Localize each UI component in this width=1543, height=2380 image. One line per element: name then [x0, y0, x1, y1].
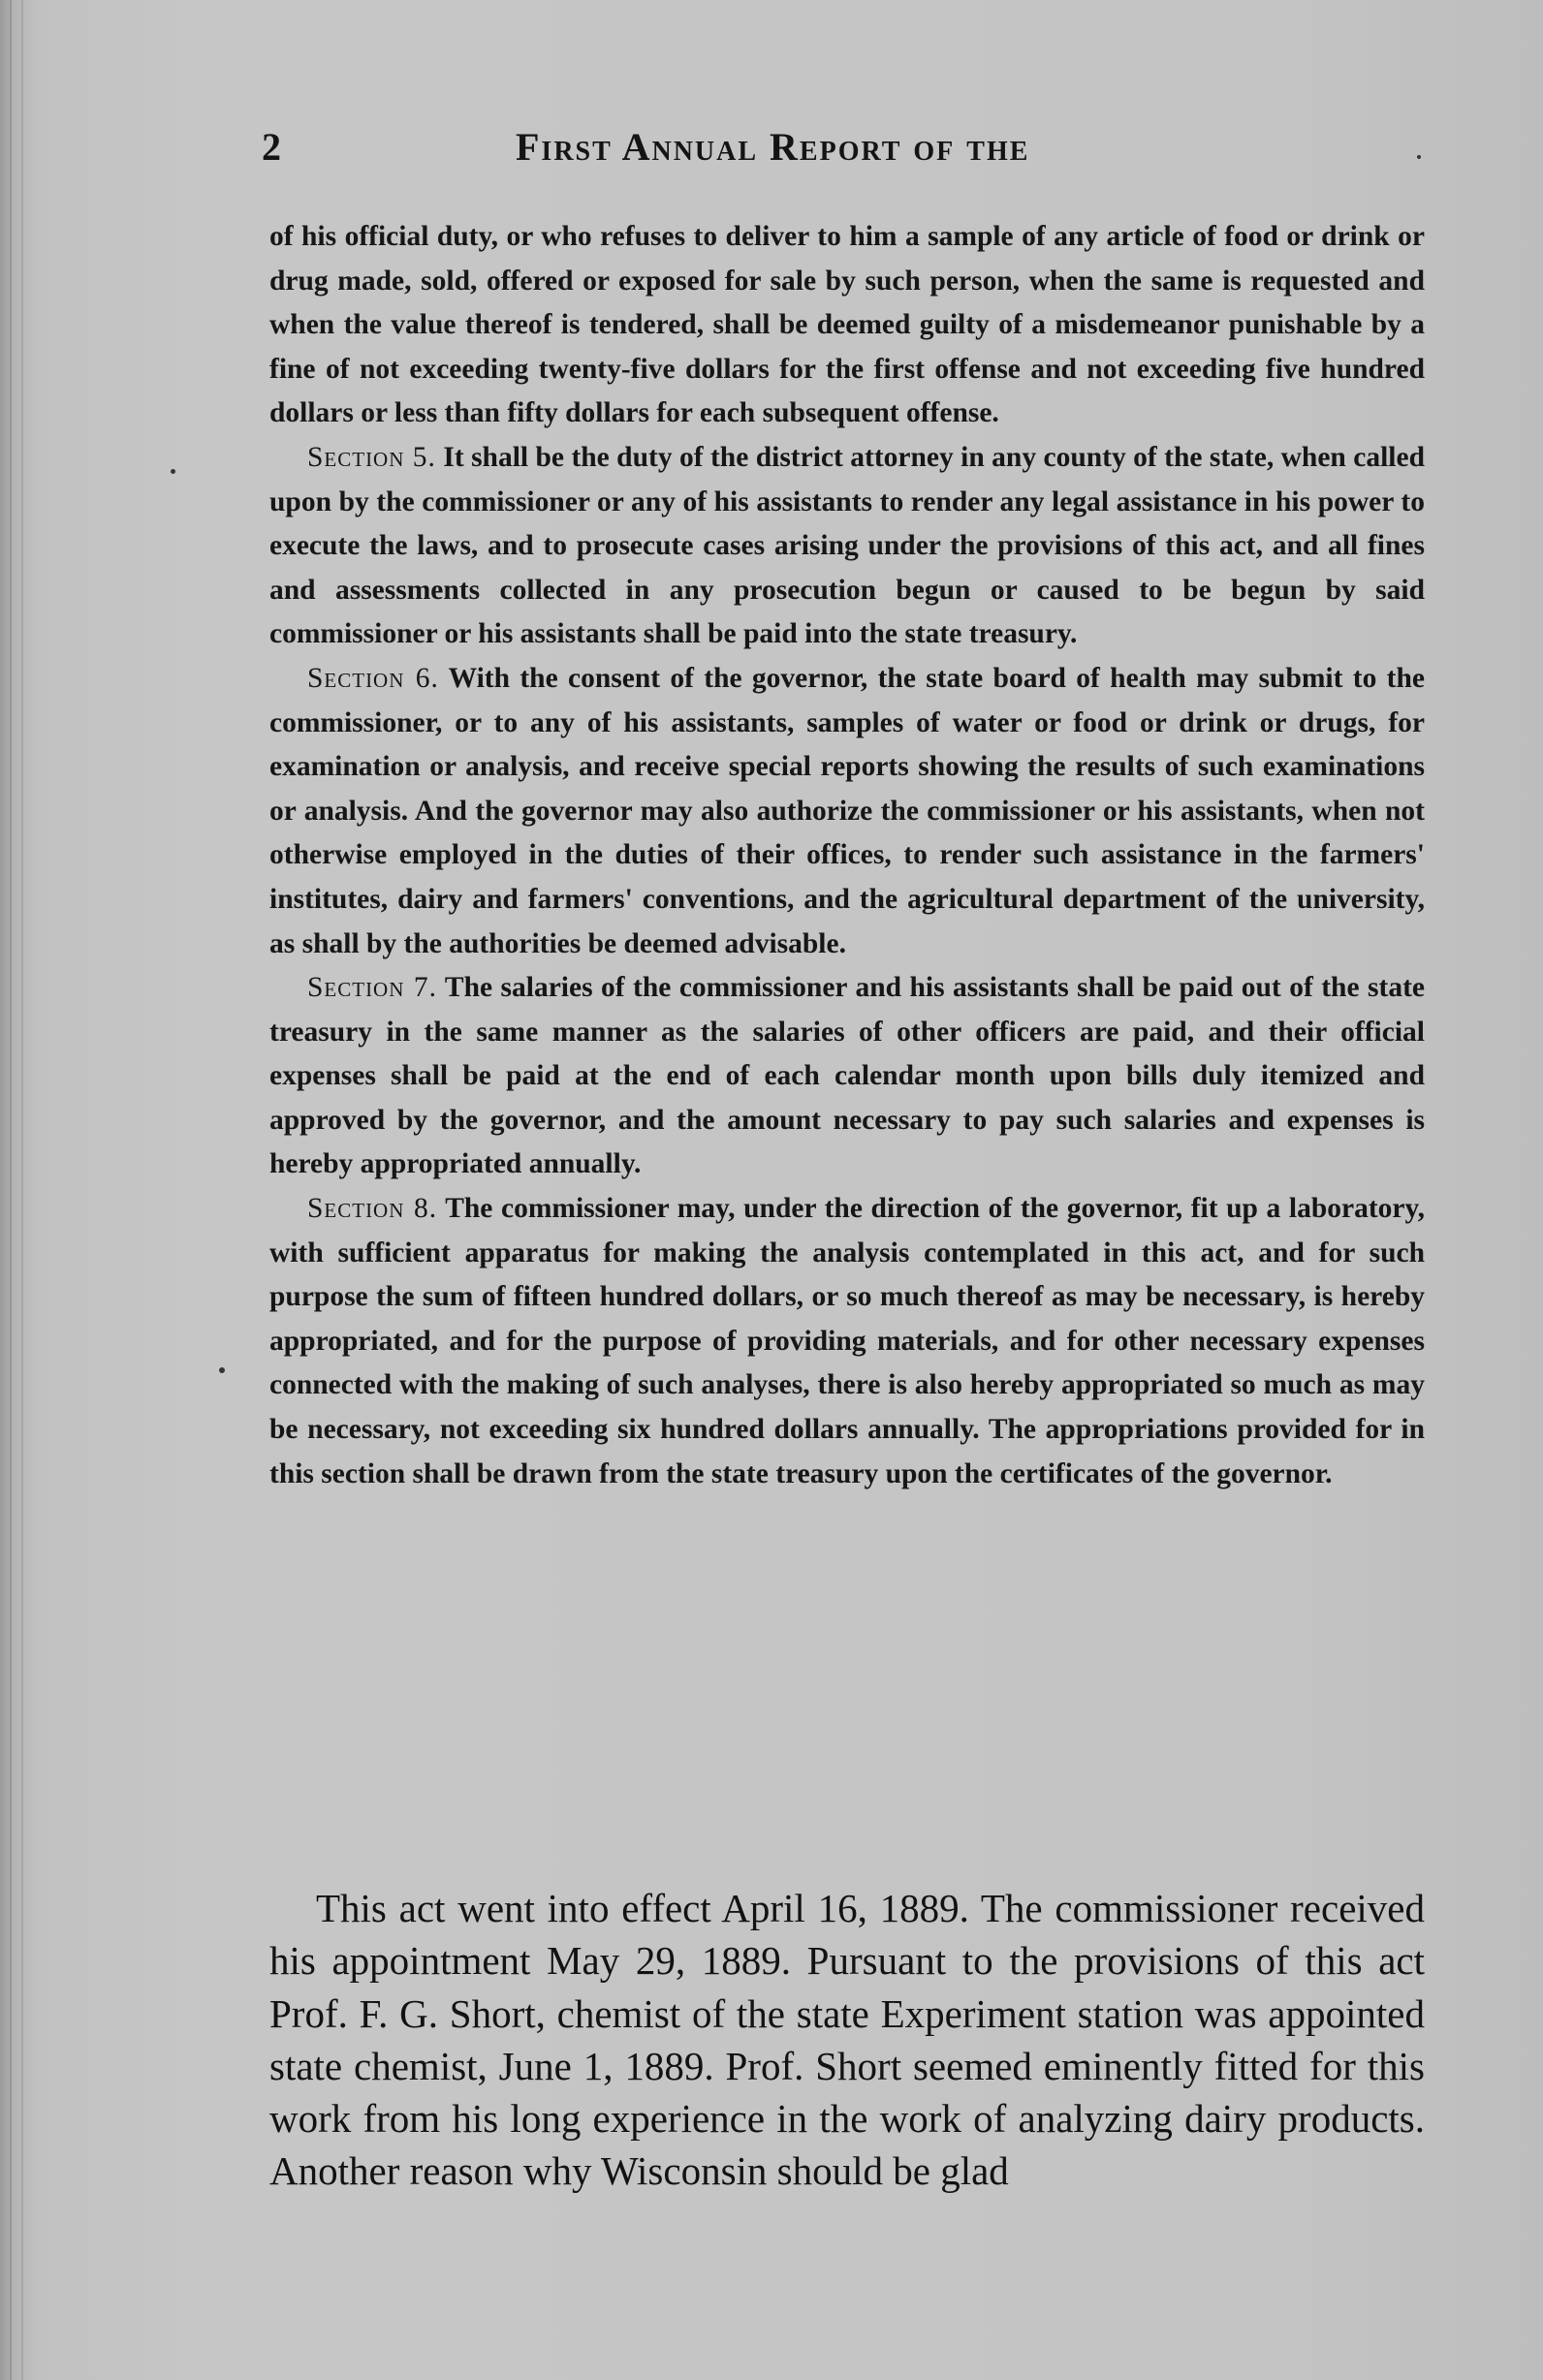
- section-6-paragraph: [269, 657, 1425, 966]
- section-label: Section 7.: [307, 972, 437, 1004]
- section-body: The salaries of the commissioner and his assistants shall be paid out of the state treasury in the same manner as the salaries of other officers are paid, and their official expenses shall be paid at the end of each calendar month upon bills duly itemized and approved by the governor, and the amount necessary to pay such salaries and expenses is hereby appropriated annually.: [269, 972, 1425, 1180]
- commentary-paragraph: This act went into effect April 16, 1889. The commissioner received his appointment May 29, 1889. Pursuant to the provisions of this act Prof. F. G. Short, chemist of the state Experiment station was appointed state chemist, June 1, 1889. Prof. Short seemed eminently fitted for this work from his long experience in the work of analyzing dairy products. Another reason why Wisconsin should be glad: [269, 1886, 1425, 2194]
- statute-continuation-paragraph: of his official duty, or who refuses to deliver to him a sample of any article of food or drink or drug made, sold, offered or exposed for sale by such person, when the same is requested and when the value thereof is tendered, shall be deemed guilty of a misdemeanor punishable by a fine of not exceeding twenty-five dollars for the first offense and not exceeding five hundred dollars or less than fifty dollars for each subsequent offense.: [269, 221, 1425, 429]
- running-head: [262, 124, 1425, 182]
- running-title: First Annual Report of the: [516, 125, 1030, 169]
- section-label: Section 6.: [307, 662, 439, 694]
- section-label: Section 5.: [307, 441, 436, 473]
- ink-speck: [1417, 155, 1421, 159]
- statute-text: [269, 215, 1425, 1496]
- section-8-paragraph: [269, 1187, 1425, 1496]
- ink-speck: [219, 1367, 225, 1373]
- page-number: 2: [262, 125, 281, 169]
- page-edge-shadow: [10, 0, 12, 2380]
- section-7-paragraph: [269, 966, 1425, 1187]
- section-body: With the consent of the governor, the state board of health may submit to the commissioner, or to any of his assistants, samples of water or food or drink or drugs, for examination or analysis, and receive special reports showing the results of such examinations or analysis. And the governor may also authorize the commissioner or his assistants, when not otherwise employed in the duties of their offices, to render such assistance in the farmers' institutes, dairy and farmers' conventions, and the agricultural department of the university, as shall by the authorities be deemed advisable.: [269, 662, 1425, 959]
- section-label: Section 8.: [307, 1193, 438, 1225]
- section-body: The commissioner may, under the direction of the governor, fit up a laboratory, with sufficient apparatus for making the analysis contemplated in this act, and for such purpose the sum of fifteen hundred dollars, or so much thereof as may be necessary, is hereby appropriated, and for the purpose of providing materials, and for other necessary expenses connected with the making of such analyses, there is also hereby appropriated so much as may be necessary, not exceeding six hundred dollars annually. The appropriations provided for in this section shall be drawn from the state treasury upon the certificates of the governor.: [269, 1193, 1425, 1489]
- section-body: It shall be the duty of the district attorney in any county of the state, when called upon by the commissioner or any of his assistants to render any legal assistance in his power to execute the laws, and to prosecute cases arising under the provisions of this act, and all fines and assessments collected in any prosecution begun or caused to be begun by said commissioner or his assistants shall be paid into the state treasury.: [269, 441, 1425, 650]
- page-edge-shadow: [21, 0, 23, 2380]
- section-5-paragraph: [269, 436, 1425, 657]
- ink-speck: [171, 469, 175, 474]
